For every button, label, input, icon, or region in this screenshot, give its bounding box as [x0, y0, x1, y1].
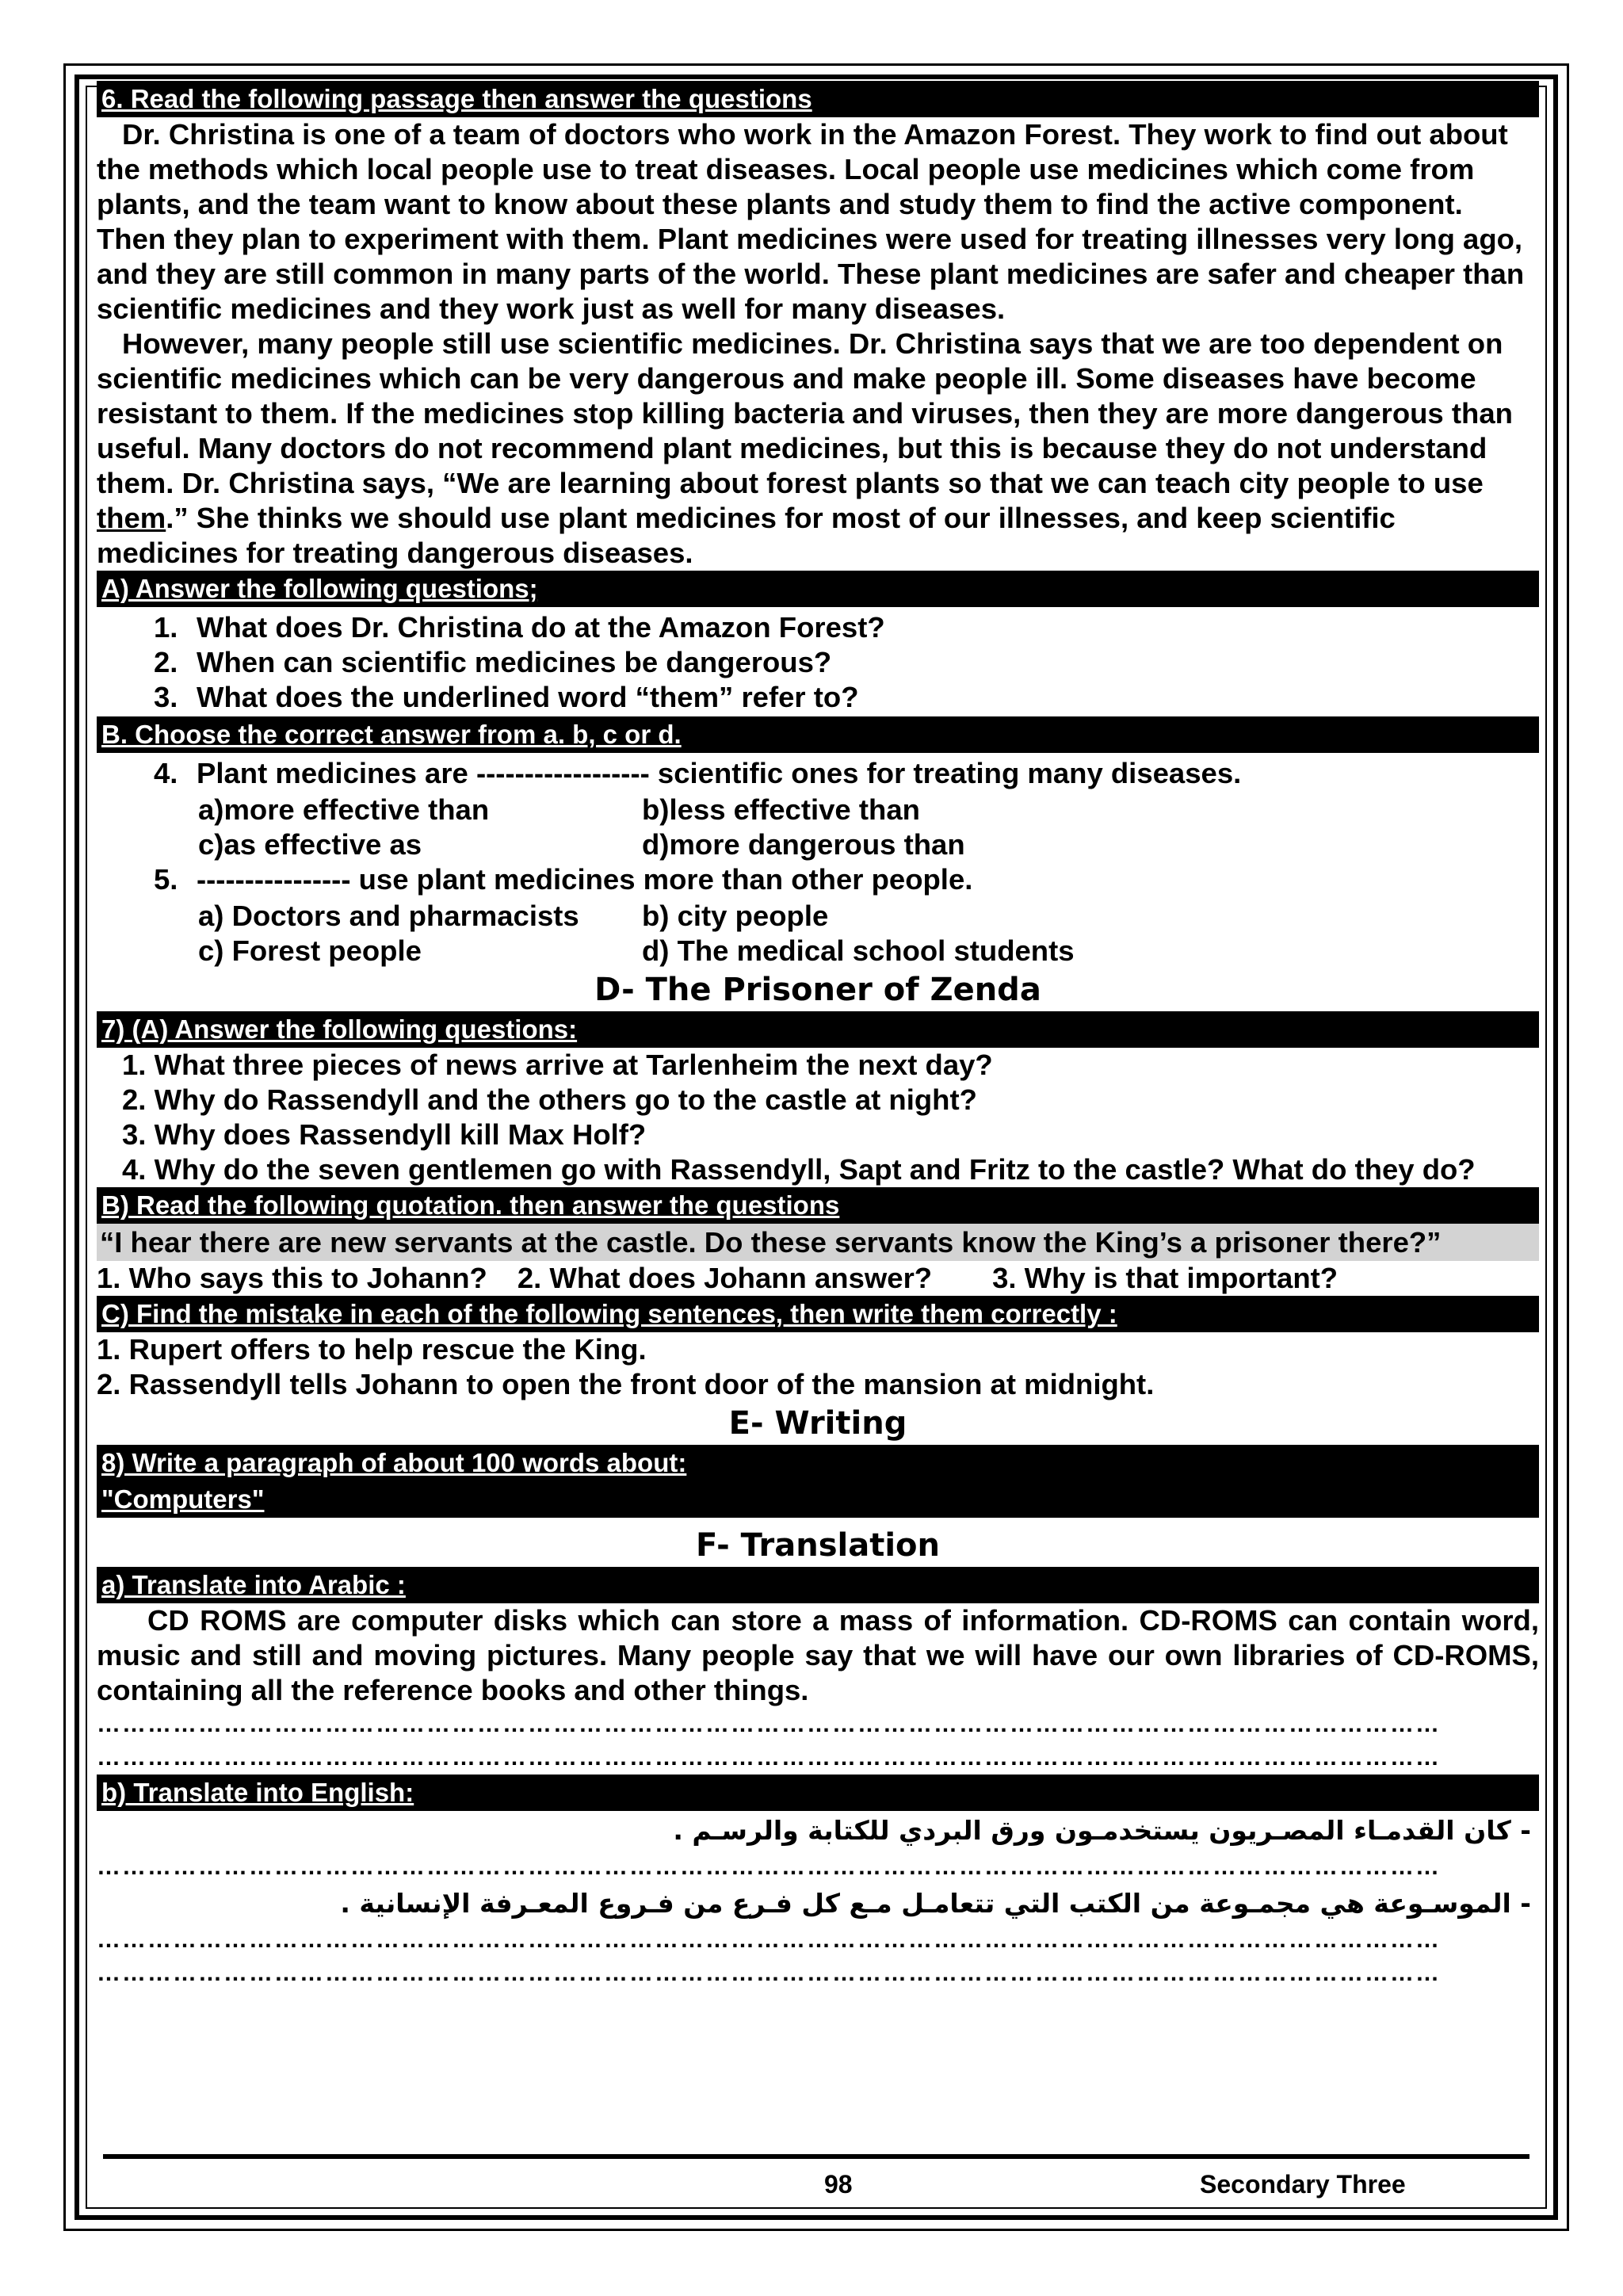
- section-b-header: B. Choose the correct answer from a. b, c or d.: [97, 716, 1539, 753]
- question-7b-header: B) Read the following quotation. then answer the questions: [97, 1187, 1539, 1224]
- page-number: 98: [824, 2170, 853, 2199]
- answer-line: ……………………………………………………………………………………………………………………………………………: [97, 1711, 1441, 1737]
- writing-topic: "Computers": [97, 1481, 1539, 1518]
- choice-d: d)more dangerous than: [642, 828, 965, 861]
- question-text: Plant medicines are ------------------ scientific ones for treating many diseases.: [197, 757, 1242, 789]
- section-b-questions-2: [97, 862, 1539, 897]
- question-item: [97, 645, 1539, 680]
- question-number: 2.: [154, 646, 178, 678]
- question-8-header: 8) Write a paragraph of about 100 words about:: [97, 1445, 1539, 1481]
- section-d-title: D- The Prisoner of Zenda: [594, 972, 1041, 1008]
- choice-row: [97, 934, 1539, 968]
- choice-row: [97, 899, 1539, 934]
- arabic-sentence-1: - كان القدمـاء المصـريون يستخدمـون ورق البردي للكتابة والرسـم .: [673, 1815, 1531, 1846]
- choice-a: a) Doctors and pharmacists: [198, 900, 579, 932]
- passage-paragraph-2-start: However, many people still use scientific medicines. Dr. Christina says that we are too dependent on scientific medicines which can be very dangerous and make people ill. Some diseases have become resistant to them. If the medicines stop killing bacteria and viruses, then they are more dangerous than useful. Many doctors do not recommend plant medicines, but this is because they do not understand them. Dr. Christina says, “We are learning about forest plants so that we can teach city people to use: [97, 327, 1513, 499]
- passage-paragraph-1: Dr. Christina is one of a team of doctors who work in the Amazon Forest. They work to find out about the methods which local people use to treat diseases. Local people use medicines which come from plants, and the team want to know about these plants and study them to find the active component. Then they plan to experiment with them. Plant medicines were used for treating illnesses very long ago, and they are still common in many parts of the world. These plant medicines are safer and cheaper than scientific medicines and they work just as well for many diseases.: [97, 118, 1525, 325]
- list-item: 3. Why does Rassendyll kill Max Holf?: [122, 1118, 647, 1151]
- answer-line: ……………………………………………………………………………………………………………………………………………: [97, 1927, 1441, 1953]
- choice-c: c)as effective as: [198, 828, 422, 861]
- list-item: 2. Why do Rassendyll and the others go to the castle at night?: [122, 1083, 977, 1116]
- choice-row: [97, 827, 1539, 862]
- translation-source-text: CD ROMS are computer disks which can store a mass of information. CD-ROMS can contain word, music and still and moving pictures. Many people say that we will have our own libraries of CD-ROMS, containing all the reference books and other things.: [97, 1604, 1539, 1706]
- question-item: [97, 862, 1539, 897]
- choice-b: b)less effective than: [642, 793, 920, 826]
- answer-line: ……………………………………………………………………………………………………………………………………………: [97, 1744, 1441, 1771]
- list-item: 2. Rassendyll tells Johann to open the front door of the mansion at midnight.: [97, 1368, 1155, 1400]
- worksheet-content: [97, 81, 1539, 1990]
- section-f-title: F- Translation: [695, 1527, 940, 1564]
- choice-c: c) Forest people: [198, 934, 422, 967]
- passage-paragraph-2-end: .” She thinks we should use plant medicines for most of our illnesses, and keep scientific medicines for treating dangerous diseases.: [97, 502, 1396, 569]
- question-7a-list: [97, 1048, 1539, 1187]
- answer-line: ……………………………………………………………………………………………………………………………………………: [97, 1960, 1441, 1986]
- question-text: ---------------- use plant medicines more than other people.: [197, 863, 973, 896]
- question-item: [97, 756, 1539, 791]
- list-item: 1. What three pieces of news arrive at Tarlenheim the next day?: [122, 1049, 993, 1081]
- question-text: What does the underlined word “them” refer to?: [197, 681, 859, 713]
- choice-d: d) The medical school students: [642, 934, 1075, 967]
- choice-row: [97, 793, 1539, 827]
- question-text: What does Dr. Christina do at the Amazon Forest?: [197, 611, 885, 644]
- choice-a: a)more effective than: [198, 793, 490, 826]
- arabic-sentence-2: - الموسـوعة هي مجمـوعة من الكتب التي تتعامـل مـع كل فـرع من فـروع المعـرفة الإنسانية .: [340, 1888, 1531, 1919]
- quotation-box: “I hear there are new servants at the castle. Do these servants know the King’s a prisoner there?”: [97, 1224, 1539, 1261]
- translate-arabic-header: a) Translate into Arabic :: [97, 1567, 1539, 1603]
- question-item: [97, 610, 1539, 645]
- question-item: [97, 680, 1539, 715]
- translate-english-header: b) Translate into English:: [97, 1775, 1539, 1811]
- question-7a-header: 7) (A) Answer the following questions:: [97, 1011, 1539, 1048]
- choice-b: b) city people: [642, 900, 829, 932]
- underlined-word-them: them: [97, 502, 166, 534]
- question-number: 3.: [154, 681, 178, 713]
- section-b-questions: [97, 756, 1539, 791]
- footer-rule: [103, 2154, 1529, 2159]
- section-a-questions: [97, 610, 1539, 715]
- question-7c-header: C) Find the mistake in each of the following sentences, then write them correctly :: [97, 1296, 1539, 1332]
- list-item: 4. Why do the seven gentlemen go with Rassendyll, Sapt and Fritz to the castle? What do they do?: [122, 1153, 1476, 1186]
- footer-level: Secondary Three: [1200, 2170, 1406, 2199]
- quotation-question-3: 3. Why is that important?: [992, 1262, 1338, 1294]
- passage-paragraph-2: [97, 327, 1539, 571]
- quotation-question-1: 1. Who says this to Johann?: [97, 1262, 487, 1294]
- question-6-header: 6. Read the following passage then answer the questions: [97, 81, 1539, 117]
- section-a-header: A) Answer the following questions;: [97, 571, 1539, 607]
- question-number: 5.: [154, 863, 178, 896]
- answer-line: ……………………………………………………………………………………………………………………………………………: [97, 1854, 1441, 1880]
- question-number: 1.: [154, 611, 178, 644]
- question-text: When can scientific medicines be dangerous?: [197, 646, 832, 678]
- list-item: 1. Rupert offers to help rescue the King.: [97, 1333, 647, 1366]
- quotation-questions-row: [97, 1261, 1539, 1296]
- section-e-title: E- Writing: [728, 1405, 907, 1442]
- question-number: 4.: [154, 757, 178, 789]
- quotation-question-2: 2. What does Johann answer?: [517, 1262, 933, 1294]
